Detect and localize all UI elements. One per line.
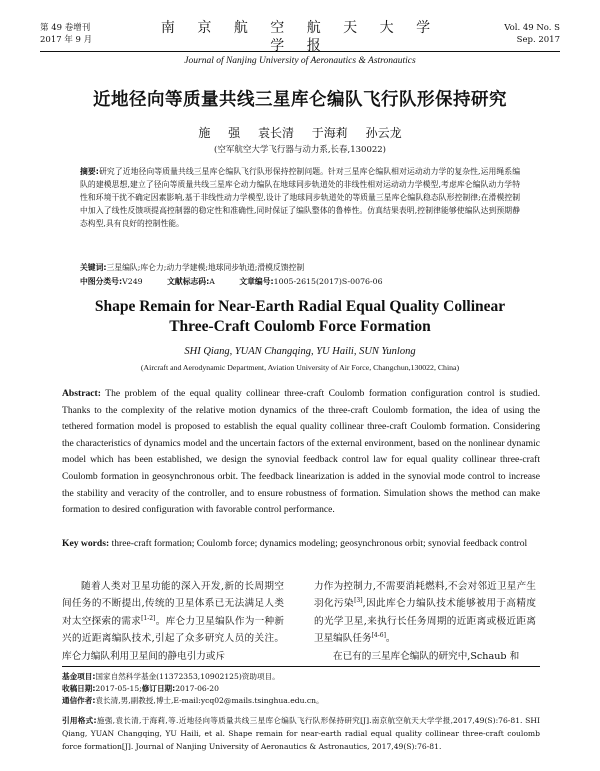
dates-line — [62, 683, 540, 695]
corresponding-label: 通信作者: — [62, 696, 96, 705]
classification-row — [80, 276, 520, 288]
fund-text: 国家自然科学基金(11372353,10902125)资助项目。 — [95, 672, 280, 681]
ref-4-6[interactable]: [4-6] — [371, 632, 386, 640]
authors-cn: 施 强 袁长清 于海莉 孙云龙 — [198, 126, 402, 140]
keywords-cn — [80, 262, 520, 274]
author-line — [62, 695, 540, 707]
doc-code-value: A — [209, 277, 215, 286]
clc-label: 中图分类号: — [80, 277, 123, 286]
abstract-en-label: Abstract: — [62, 388, 101, 399]
intro-text-3: 力作为控制力,不需要消耗燃料,不会对邻近卫星产生羽化污染 — [314, 581, 536, 610]
body-column-right — [314, 578, 536, 665]
abstract-en-text: The problem of the equal quality collinear three-craft Coulomb formation configuration control is studied. Thanks to the complexity of the relative motion dynamics of the three-craft Coulomb formation, the idea of using the tethered formation model is proposed to establish the equal quality collinear three-craft Coulomb formation. Considering the characteristics of dynamics model and the uncertain factors of the external environment, based on the nonlinear dynamic model which has been established, we design the synovial feedback control law for equal quality collinear three-craft Coulomb formation in geosynchronous orbit. The feedback linearization is added in the synovial mode control to increase the stability and veracity of the controller, and to ensure robustness of formation. Simulation shows the method can make formation to desired configuration with favorable control performance. — [62, 388, 540, 516]
received-date: 2017-05-15; — [95, 684, 142, 693]
volume-en: Vol. 49 No. S — [504, 23, 560, 33]
citation-label: 引用格式: — [62, 716, 97, 725]
keywords-en-label: Key words: — [62, 538, 110, 549]
keywords-cn-text: 三星编队;库仑力;动力学建模;地球同步轨道;滑模反馈控制 — [106, 263, 305, 272]
footnotes — [62, 671, 540, 707]
intro-text-5: 。 — [385, 633, 396, 645]
revised-date: 2017-06-20 — [175, 684, 219, 693]
footnote-rule — [62, 666, 540, 667]
date-cn: 2017 年 9 月 — [40, 35, 93, 45]
ref-1-2[interactable]: [1-2] — [141, 614, 156, 622]
doc-code-label: 文献标志码: — [167, 277, 210, 286]
header-left — [40, 22, 92, 46]
keywords-en-text: three-craft formation; Coulomb force; dynamics modeling; geosynchronous orbit; synovial feedback control — [111, 538, 528, 549]
ref-3[interactable]: [3] — [354, 597, 363, 605]
article-id-label: 文章编号: — [239, 277, 274, 286]
body-column-left — [62, 578, 284, 665]
header-center — [150, 19, 450, 67]
abstract-cn-label: 摘要: — [80, 167, 99, 176]
header-right — [504, 22, 560, 46]
date-en: Sep. 2017 — [516, 35, 560, 45]
citation-format — [62, 714, 540, 753]
title-en-line2: Three-Craft Coulomb Force Formation — [169, 318, 431, 335]
header-rule — [40, 51, 560, 52]
journal-title-cn: 南 京 航 空 航 天 大 学 学 报 — [160, 20, 440, 54]
citation-text: 施强,袁长清,于海莉,等.近地径向等质量共线三星库仑编队飞行队形保持研究[J].南京航空航天大学学报,2017,49(S):76-81. SHI Qiang, YUAN Changqing, YU Haili, et al. Shape remain for near-earth radial equal quality collinear three-craft coulomb force formation[J]. Journal of Nanjing University of Aeronautics & Astronautics, 2017,49(S):76-81. — [62, 716, 540, 751]
affiliation-en: (Aircraft and Aerodynamic Department, Aviation University of Air Force, Changchun,130022, China) — [140, 363, 460, 372]
authors-en: SHI Qiang, YUAN Changqing, YU Haili, SUN Yunlong — [184, 346, 416, 357]
revised-label: 修订日期: — [141, 684, 176, 693]
title-en-line1: Shape Remain for Near-Earth Radial Equal Quality Collinear — [94, 298, 506, 315]
paper-title-cn: 近地径向等质量共线三星库仑编队飞行队形保持研究 — [93, 90, 507, 110]
affiliation-cn: (空军航空大学飞行器与动力系,长春,130022) — [214, 145, 386, 155]
journal-header — [40, 10, 560, 66]
volume-cn: 第 49 卷增刊 — [40, 23, 91, 33]
clc-value: V249 — [122, 277, 143, 286]
received-label: 收稿日期: — [62, 684, 96, 693]
corresponding-author: 袁长清,男,副教授,博士,E-mail:ycq02@mails.tsinghua.edu.cn。 — [95, 696, 324, 705]
abstract-cn-text: 研究了近地径向等质量共线三星库仑编队飞行队形保持控制问题。针对三星库仑编队相对运动动力学的复杂性,运用绳系编队的建模思想,建立了径向等质量共线三星库仑动力编队在地球同步轨道处的非线性相对运动动力学模型,考虑库仑编队动力学特性和环境干扰不确定因素影响,基于非线性动力学模型,设计了地球同步轨道处的等质量三星库仑编队稳态队形控制律;在滑模控制中加入了线性反馈项提高控制器的稳定性和准确性,同时保证了编队整体的鲁棒性。仿真结果表明,控制律能够使编队达到预期静态构型,具有良好的控制性能。 — [80, 167, 520, 228]
keywords-cn-label: 关键词: — [80, 263, 107, 272]
journal-title-en: Journal of Nanjing University of Aeronautics & Astronautics — [184, 56, 416, 66]
abstract-en — [62, 386, 540, 519]
abstract-cn — [80, 165, 520, 230]
intro-text-2: 。库仑力卫星编队作为一种新兴的近距离编队技术,引起了众多研究人员的关注。库仑力编队利用卫星间的静电引力或斥 — [62, 615, 285, 662]
intro-paragraph-2: 在已有的三星库仑编队的研究中,Schaub 和 — [333, 650, 520, 662]
keywords-en — [62, 536, 596, 553]
fund-line — [62, 671, 540, 683]
paper-title-en — [0, 297, 600, 337]
intro-text-4: ,因此库仑力编队技术能够被用于高精度的光学卫星,来执行长任务周期的近距离或极近距离卫星编队任务 — [314, 598, 536, 645]
article-id-value: 1005-2615(2017)S-0076-06 — [273, 277, 383, 286]
fund-label: 基金项目: — [62, 672, 96, 681]
intro-text-1: 随着人类对卫星功能的深入开发,新的长周期空间任务的不断提出,传统的卫星体系已无法满足人类对太空探索的需求 — [62, 581, 284, 627]
